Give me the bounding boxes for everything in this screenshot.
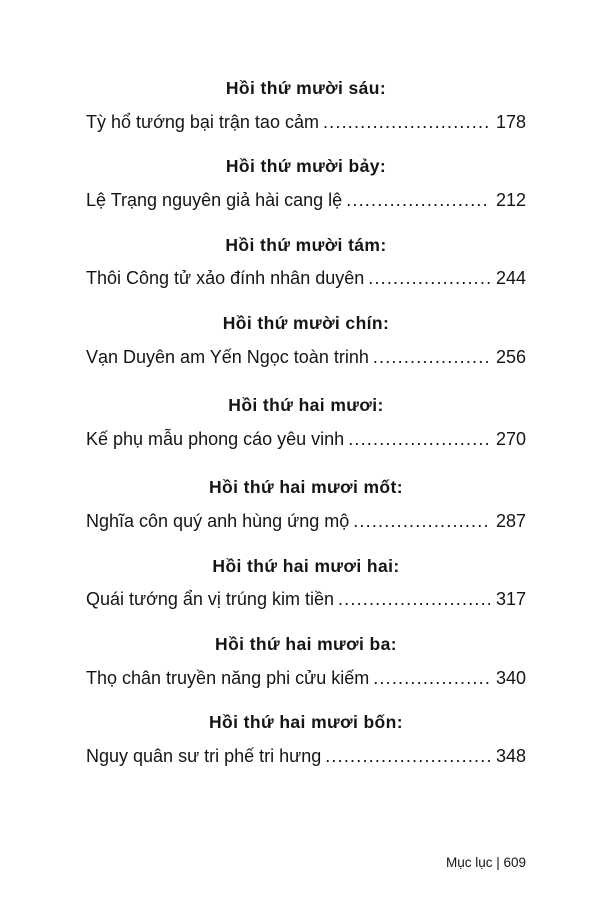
toc-entry bbox=[86, 395, 526, 451]
toc-row bbox=[86, 428, 526, 451]
chapter-heading: Hồi thứ hai mươi mốt: bbox=[209, 477, 403, 498]
chapter-heading: Hồi thứ hai mươi: bbox=[228, 395, 384, 416]
page-footer: Mục lục | 609 bbox=[445, 855, 526, 870]
toc-entry-title: Nguy quân sư tri phế tri hưng bbox=[86, 746, 322, 766]
toc-page-number: 270 bbox=[495, 428, 526, 449]
toc-page-number: 317 bbox=[495, 589, 526, 610]
toc-page-number: 287 bbox=[495, 511, 526, 532]
leader-dots bbox=[346, 195, 490, 213]
chapter-heading: Hồi thứ hai mươi bốn: bbox=[209, 712, 403, 733]
chapter-heading: Hồi thứ mười chín: bbox=[222, 312, 390, 333]
leader-dots bbox=[373, 351, 490, 369]
toc-entry-title: Lệ Trạng nguyên giả hài cang lệ bbox=[86, 190, 343, 211]
toc-entry-title: Kế phụ mẫu phong cáo yêu vinh bbox=[86, 428, 345, 449]
toc-row bbox=[86, 745, 526, 768]
toc-page-number: 348 bbox=[495, 746, 526, 766]
toc-row bbox=[86, 346, 526, 369]
leader-dots bbox=[323, 116, 490, 134]
toc-page-number: 178 bbox=[495, 111, 526, 132]
toc-entry-title: Vạn Duyên am Yến Ngọc toàn trinh bbox=[86, 346, 369, 367]
toc-entry-title: Tỳ hổ tướng bại trận tao cảm bbox=[86, 111, 319, 132]
toc-entry-title: Thọ chân truyền năng phi cửu kiếm bbox=[86, 667, 370, 688]
leader-dots bbox=[373, 672, 490, 690]
toc-entry bbox=[86, 634, 526, 690]
toc-entry bbox=[86, 313, 526, 369]
toc-entry bbox=[86, 556, 526, 612]
toc-entry bbox=[86, 235, 526, 291]
toc-row bbox=[86, 588, 526, 611]
chapter-heading: Hồi thứ mười sáu: bbox=[225, 78, 387, 98]
toc-entry bbox=[86, 712, 526, 768]
toc-row bbox=[86, 189, 526, 212]
chapter-heading: Hồi thứ hai mươi hai: bbox=[212, 555, 400, 576]
leader-dots bbox=[348, 433, 490, 451]
toc-page-number: 212 bbox=[495, 190, 526, 211]
toc-row bbox=[86, 267, 526, 290]
toc-page-number: 244 bbox=[495, 268, 526, 289]
toc-page-number: 340 bbox=[495, 667, 526, 688]
toc-row bbox=[86, 111, 526, 134]
leader-dots bbox=[353, 516, 490, 534]
toc-entry-title: Thôi Công tử xảo đính nhân duyên bbox=[86, 268, 365, 289]
leader-dots bbox=[368, 273, 490, 291]
toc-entry-title: Nghĩa côn quý anh hùng ứng mộ bbox=[86, 511, 350, 532]
toc-page-number: 256 bbox=[495, 346, 526, 367]
toc-entry bbox=[86, 78, 526, 134]
chapter-heading: Hồi thứ hai mươi ba: bbox=[215, 633, 397, 654]
toc-entry-title: Quái tướng ẩn vị trúng kim tiền bbox=[86, 589, 334, 610]
leader-dots bbox=[338, 594, 490, 612]
toc-row bbox=[86, 510, 526, 533]
chapter-heading: Hồi thứ mười tám: bbox=[225, 234, 387, 255]
toc-entry bbox=[86, 156, 526, 212]
chapter-heading: Hồi thứ mười bảy: bbox=[225, 156, 387, 177]
leader-dots bbox=[325, 750, 490, 768]
table-of-contents bbox=[86, 78, 526, 768]
toc-row bbox=[86, 667, 526, 690]
toc-entry bbox=[86, 477, 526, 533]
